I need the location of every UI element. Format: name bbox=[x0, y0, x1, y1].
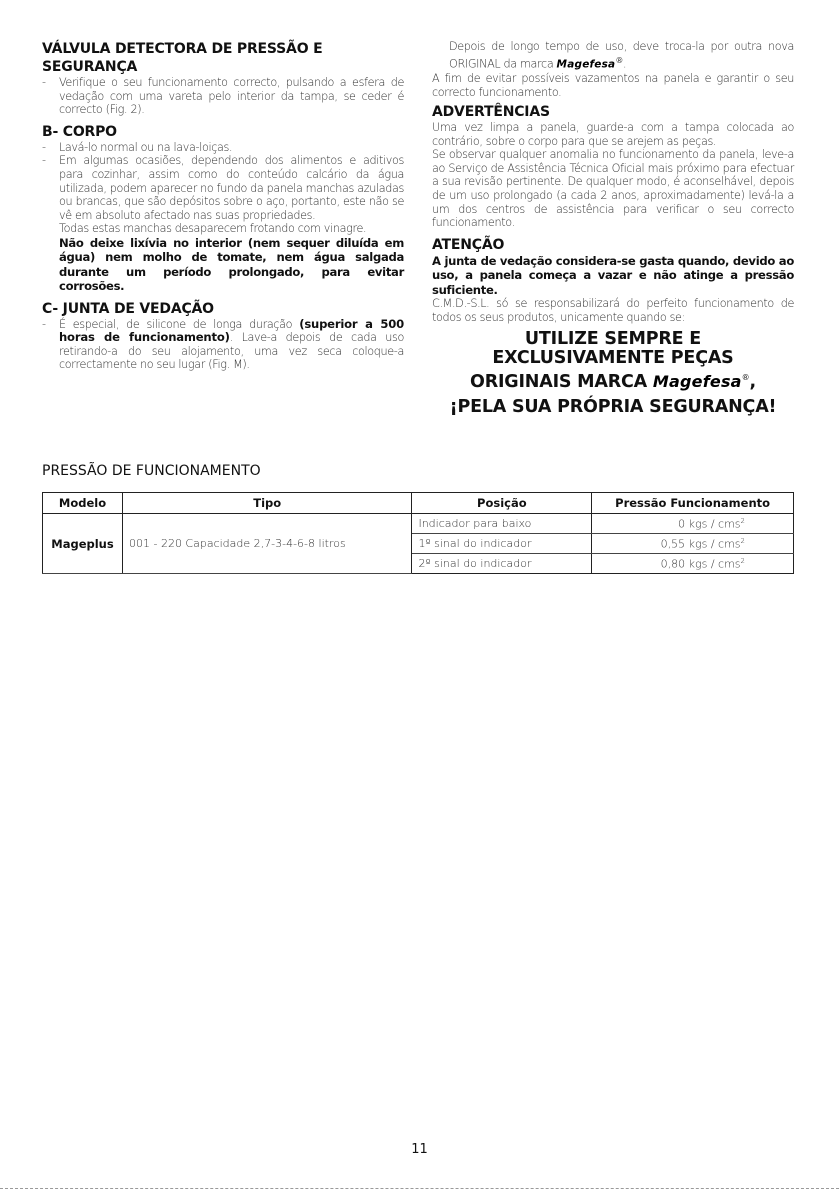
magefesa-logo: Magefesa bbox=[556, 58, 616, 71]
header-position: Posição bbox=[412, 493, 592, 514]
attention-heading: ATENÇÃO bbox=[432, 236, 505, 253]
attention-bold-text: A junta de vedação considera-se gasta quando, devido ao uso, a panela começa a vazar e não atinge a pressão suficiente. bbox=[432, 253, 794, 297]
model-cell: Mageplus bbox=[43, 514, 123, 574]
header-model: Modelo bbox=[43, 493, 123, 514]
stains-line bbox=[42, 222, 404, 236]
body-item-1 bbox=[42, 141, 404, 155]
position-cell: 1º sinal do indicador bbox=[412, 534, 592, 554]
warnings-paragraph-1: Uma vez limpa a panela, guarde-a com a tampa colocada ao contrário, sobre o corpo para que se arejem as peças. bbox=[432, 121, 794, 148]
safety-text: ¡PELA SUA PRÓPRIA SEGURANÇA! bbox=[449, 397, 777, 418]
warning-paragraph bbox=[42, 236, 404, 294]
bullet-dash: - bbox=[42, 154, 46, 168]
use-line-1: UTILIZE SEMPRE E bbox=[524, 329, 702, 350]
position-cell: Indicador para baixo bbox=[412, 514, 592, 534]
avoid-text: A fim de evitar possíveis vazamentos na panela e garantir o seu correcto funcionamento. bbox=[432, 71, 794, 99]
position-cell: 2º sinal do indicador bbox=[412, 554, 592, 574]
pressure-table bbox=[42, 492, 794, 574]
page-number: 11 bbox=[411, 1142, 428, 1157]
body-item-text: Lavá-lo normal ou na lava-loiças. bbox=[59, 140, 233, 154]
valve-text: Verifique o seu funcionamento correcto, pulsando a esfera de vedação com uma vareta pelo interior da tampa, se ceder é correcto (Fig. 2). bbox=[59, 76, 404, 117]
pressure-cell: 0,80 kgs / cms$^2$ bbox=[592, 554, 794, 574]
stains-text: Todas estas manchas desaparecem frotando com vinagre. bbox=[59, 222, 367, 236]
header-type: Tipo bbox=[122, 493, 411, 514]
pressure-cell: 0,55 kgs / cms$^2$ bbox=[592, 534, 794, 554]
table-row bbox=[43, 514, 794, 534]
bullet-dash: - bbox=[42, 76, 46, 89]
warnings-paragraph-2: Se observar qualquer anomalia no funcionamento da panela, leve-a ao Serviço de Assistência Técnica Oficial mais próximo para efectuar a sua revisão pertinente. De qualquer modo, é aconselhável, depois de um uso prolongado (a cada 2 anos, aproximadamente) levá-la a um dos centros de assistência para verificar o seu correcto funcionamento. bbox=[432, 148, 794, 230]
header-pressure: Pressão Funcionamento bbox=[592, 493, 794, 514]
gasket-item bbox=[42, 318, 404, 372]
type-cell: 001 - 220 Capacidade 2,7-3-4-6-8 litros bbox=[122, 514, 411, 574]
valve-heading: VÁLVULA DETECTORA DE PRESSÃO E SEGURANÇA bbox=[42, 41, 323, 75]
left-column bbox=[42, 40, 404, 372]
pressure-cell: 0 kgs / cms$^2$ bbox=[592, 514, 794, 534]
cmd-text: C.M.D.-S.L. só se responsabilizará do perfeito funcionamento de todos os seus produtos, unicamente quando se: bbox=[432, 297, 794, 324]
magefesa-logo: Magefesa bbox=[652, 372, 742, 392]
body-heading: B- CORPO bbox=[42, 123, 117, 140]
bullet-dash: - bbox=[42, 140, 46, 154]
use-line-3: ORIGINAIS MARCA Magefesa®, bbox=[470, 372, 756, 393]
gasket-duration-bold: (superior a 500 horas de funcionamento) bbox=[59, 316, 404, 345]
table-header-row bbox=[43, 493, 794, 514]
right-column bbox=[432, 40, 794, 417]
use-line-2: EXCLUSIVAMENTE PEÇAS bbox=[492, 348, 734, 369]
bullet-dash: - bbox=[42, 317, 46, 331]
table-title: PRESSÃO DE FUNCIONAMENTO bbox=[42, 463, 261, 479]
warning-bold-text: Não deixe lixívia no interior (nem sequer diluída em água) nem molho de tomate, nem água salgada durante um período prolongado, para evitar corrosões. bbox=[59, 235, 404, 294]
body-item-2 bbox=[42, 154, 404, 222]
body-item-text: Em algumas ocasiões, dependendo dos alimentos e aditivos para cozinhar, assim como do conteúdo calcário da água utilizada, podem aparecer no fundo da panela manchas azuladas ou brancas, que são depósitos sobre o aço, portanto, este não se vê em absoluto afectado nas suas propriedades. bbox=[59, 154, 404, 222]
valve-item bbox=[42, 76, 404, 117]
gasket-heading: C- JUNTA DE VEDAÇÃO bbox=[42, 300, 214, 317]
gasket-text: É especial, de silicone de longa duração (superior a 500 horas de funcionamento). Lave-a depois de cada uso retirando-a do seu alojamento, uma vez seca coloque-a correctamente no seu lugar (Fig. M). bbox=[59, 316, 404, 372]
warnings-heading: ADVERTÊNCIAS bbox=[432, 104, 550, 121]
replace-text: Depois de longo tempo de uso, deve troca-la por outra nova ORIGINAL da marca Magefesa®. bbox=[449, 40, 794, 71]
